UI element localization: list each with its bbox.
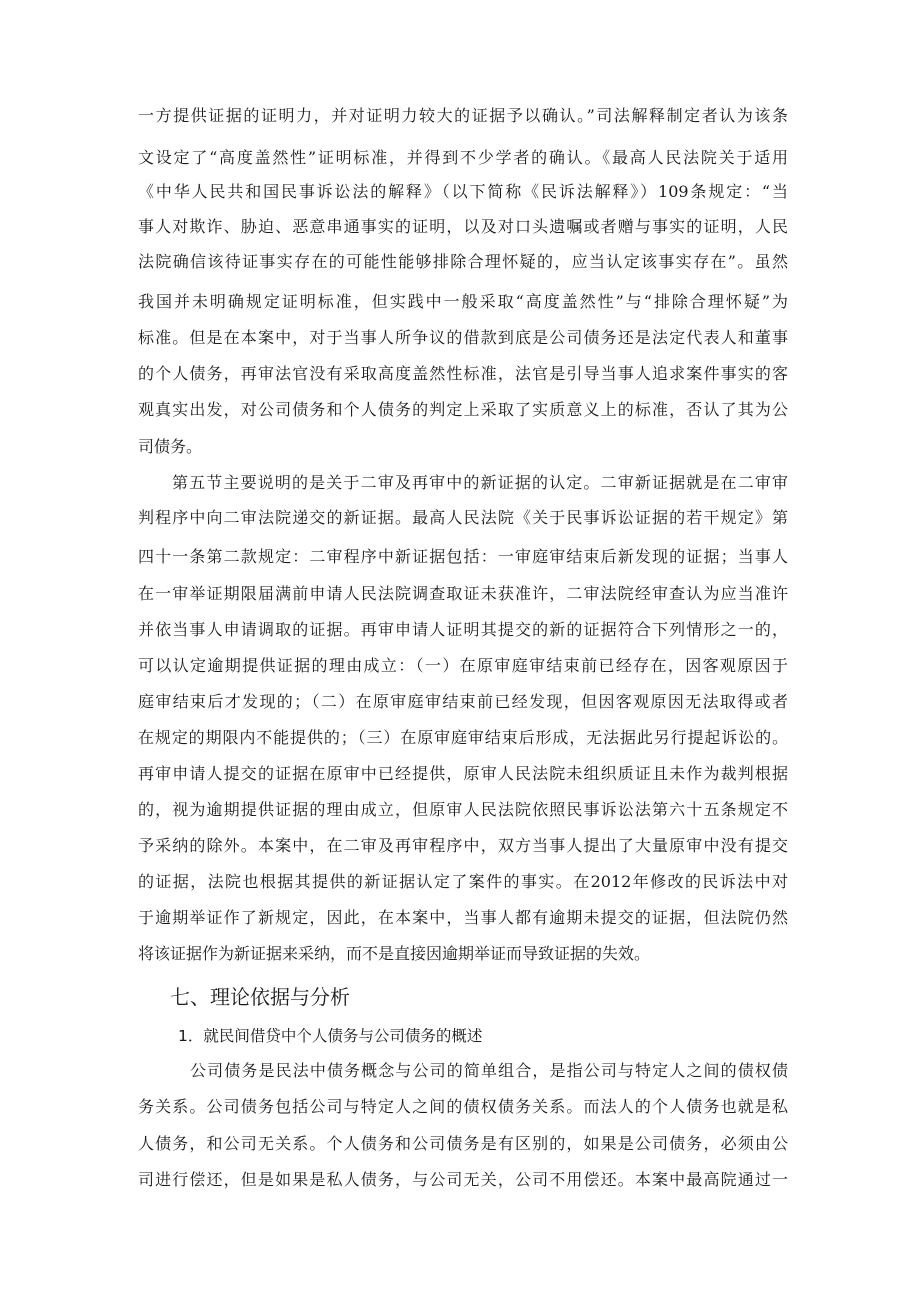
text-line: 将该证据作为新证据来采纳，而不是直接因逾期举证而导致证据的失效。 [138, 944, 651, 963]
text-line: 再审申请人提交的证据在原审中已经提供，原审人民法院未组织质证且未作为裁判根据 [138, 764, 788, 783]
text-line: 于逾期举证作了新规定，因此，在本案中，当事人都有逾期未提交的证据，但法院仍然 [138, 908, 788, 927]
text-line: 司进行偿还，但是如果是私人债务，与公司无关，公司不用偿还。本案中最高院通过一 [138, 1170, 788, 1189]
text-line: 司债务。 [138, 437, 203, 456]
text-line: 判程序中向二审法院递交的新证据。最高人民法院《关于民事诉讼证据的若干规定》第 [138, 508, 788, 527]
text-line: 在一审举证期限届满前申请人民法院调查取证未获准许，二审法院经审查认为应当准许 [138, 584, 788, 603]
section-heading: 七、理论依据与分析 [170, 985, 350, 1009]
text-line: 文设定了“高度盖然性”证明标准，并得到不少学者的确认。《最高人民法院关于适用 [138, 148, 788, 167]
text-line: 并依当事人申请调取的证据。再审申请人证明其提交的新的证据符合下列情形之一的， [138, 620, 788, 639]
text-line: 四十一条第二款规定：二审程序中新证据包括：一审庭审结束后新发现的证据；当事人 [138, 547, 788, 566]
text-line: 第五节主要说明的是关于二审及再审中的新证据的认定。二审新证据就是在二审审 [172, 473, 788, 492]
text-line: 庭审结束后才发现的；（二）在原审庭审结束前已经发现，但因客观原因无法取得或者 [138, 692, 788, 711]
text-line: 法院确信该待证事实存在的可能性能够排除合理怀疑的，应当认定该事实存在”。虽然 [138, 252, 788, 271]
text-line: 我国并未明确规定证明标准，但实践中一般采取“高度盖然性”与“排除合理怀疑”为 [138, 292, 788, 311]
text-line: 的证据，法院也根据其提供的新证据认定了案件的事实。在2012年修改的民诉法中对 [138, 872, 788, 891]
text-line: 标准。但是在本案中，对于当事人所争议的借款到底是公司债务还是法定代表人和董事 [138, 328, 788, 347]
text-line: 可以认定逾期提供证据的理由成立：（一）在原审庭审结束前已经存在，因客观原因于 [138, 656, 788, 675]
text-line: 在规定的期限内不能提供的；（三）在原审庭审结束后形成，无法据此另行提起诉讼的。 [138, 728, 788, 747]
text-line: 公司债务是民法中债务概念与公司的简单组合，是指公司与特定人之间的债权债 [190, 1061, 788, 1080]
text-line: 观真实出发，对公司债务和个人债务的判定上采取了实质意义上的标准，否认了其为公 [138, 400, 788, 419]
text-line: 《中华人民共和国民事诉讼法的解释》（以下简称《民诉法解释》）109条规定：“当 [138, 182, 788, 201]
text-line: 人债务，和公司无关系。个人债务和公司债务是有区别的，如果是公司债务，必须由公 [138, 1134, 788, 1153]
subsection-heading: 1．就民间借贷中个人债务与公司债务的概述 [178, 1027, 483, 1045]
text-line: 务关系。公司债务包括公司与特定人之间的债权债务关系。而法人的个人债务也就是私 [138, 1097, 788, 1116]
text-line: 事人对欺诈、胁迫、恶意串通事实的证明，以及对口头遗嘱或者赠与事实的证明，人民 [138, 217, 788, 236]
text-line: 一方提供证据的证明力，并对证明力较大的证据予以确认。”司法解释制定者认为该条 [138, 106, 788, 125]
text-line: 的个人债务，再审法官没有采取高度盖然性标准，法官是引导当事人追求案件事实的客 [138, 364, 788, 383]
text-line: 的，视为逾期提供证据的理由成立，但原审人民法院依照民事诉讼法第六十五条规定不 [138, 800, 788, 819]
text-line: 予采纳的除外。本案中，在二审及再审程序中，双方当事人提出了大量原审中没有提交 [138, 836, 788, 855]
